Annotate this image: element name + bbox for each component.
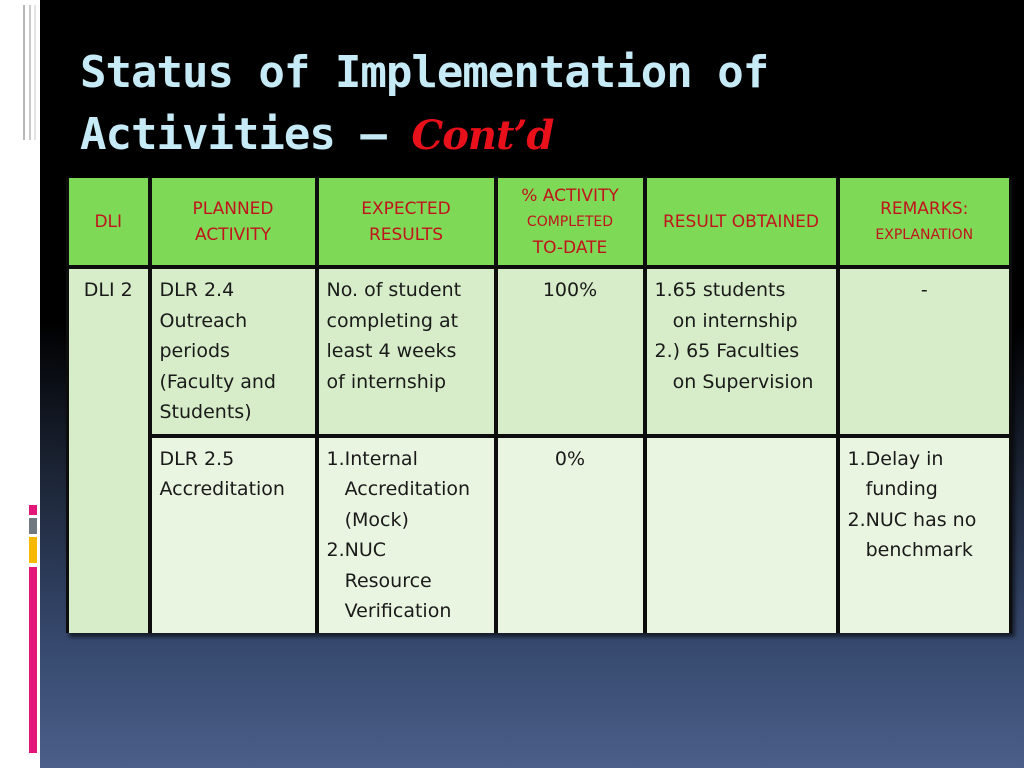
- header-result-obtained: RESULT OBTAINED: [645, 178, 838, 267]
- header-planned-activity: PLANNED ACTIVITY: [150, 178, 317, 267]
- header-expected-results: EXPECTED RESULTS: [317, 178, 496, 267]
- cell-planned-activity: DLR 2.5 Accreditation: [150, 436, 317, 633]
- cell-expected-results: No. of student completing at least 4 weeks of internship: [317, 267, 496, 436]
- cell-pct-completed: 100%: [496, 267, 645, 436]
- header-pct-line2: COMPLETED: [526, 213, 614, 230]
- header-pct-completed: [496, 178, 645, 267]
- cell-remarks: -: [838, 267, 1011, 436]
- accent-bar-pink-long: [29, 567, 37, 753]
- header-remarks: [838, 178, 1011, 267]
- table-row: [68, 267, 1011, 436]
- cell-pct-completed: 0%: [496, 436, 645, 633]
- header-remarks-line1: REMARKS:: [880, 198, 969, 219]
- table-row: [68, 436, 1011, 633]
- cell-result-obtained: [645, 436, 838, 633]
- cell-expected-results: 1.Internal Accreditation (Mock) 2.NUC Resource Verification: [317, 436, 496, 633]
- slide-title: [80, 42, 1024, 167]
- header-row: [68, 178, 1011, 267]
- header-remarks-line2: EXPLANATION: [875, 226, 974, 243]
- cell-result-obtained: 1.65 students on internship 2.) 65 Faculties on Supervision: [645, 267, 838, 436]
- cell-planned-activity: DLR 2.4 Outreach periods (Faculty and Students): [150, 267, 317, 436]
- status-table: [66, 178, 1012, 633]
- header-dli: DLI: [68, 178, 150, 267]
- accent-bar-pink: [29, 505, 37, 515]
- cell-dli: DLI 2: [68, 267, 150, 633]
- accent-bar-yellow: [29, 537, 37, 563]
- title-main: Status of Implementation of Activities –: [80, 47, 769, 160]
- cell-remarks: 1.Delay in funding 2.NUC has no benchmark: [838, 436, 1011, 633]
- decorative-lines: [0, 0, 40, 145]
- header-pct-line3: TO-DATE: [532, 237, 608, 258]
- slide-left-strip: [0, 0, 40, 768]
- accent-bar-gray: [29, 518, 37, 534]
- header-pct-line1: % ACTIVITY: [521, 185, 619, 206]
- title-suffix: Cont’d: [411, 112, 554, 159]
